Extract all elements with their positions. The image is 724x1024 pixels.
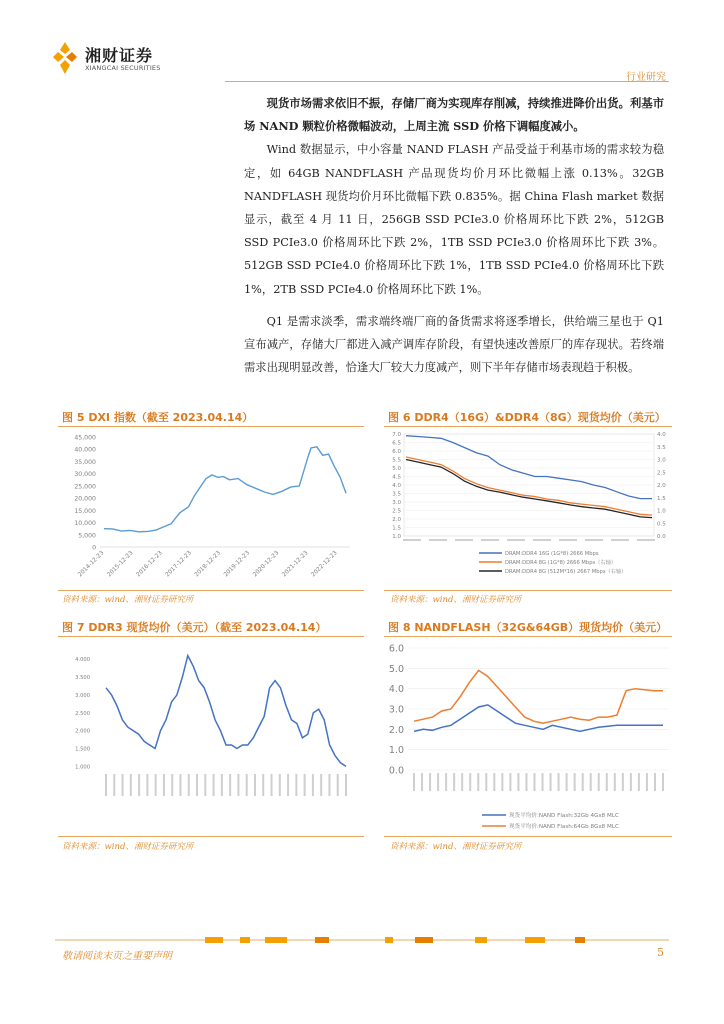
y-left-tick-label: 5.5 [392,457,401,464]
y-tick-label: 5,000 [78,532,96,540]
x-tick-mark [237,774,239,796]
x-tick-mark [501,773,503,791]
series-line-1 [414,670,663,723]
x-tick-mark [517,773,519,791]
x-tick-mark [509,773,511,791]
x-tick-mark [598,773,600,791]
header-divider [225,81,669,82]
x-tick-mark [662,773,664,791]
x-tick-mark [295,774,297,796]
fig7-title: 图 7 DDR3 现货均价（美元）（截至 2023.04.14） [62,621,327,634]
fig8-rule [384,636,672,637]
fig5-rule [58,426,364,427]
fig8-chart [384,640,672,833]
x-tick-mark [533,773,535,791]
y-tick-label: 4.0 [388,684,404,696]
x-tick-mark [163,774,165,796]
x-tick-mark [413,773,415,791]
y-tick-label: 20,000 [74,495,96,503]
fig5-bottom-rule [58,590,364,591]
y-right-tick-label: 2.0 [657,483,666,489]
x-tick-mark [130,774,132,796]
y-right-tick-label: 3.0 [657,457,666,464]
x-tick-label: 2022-12-23 [310,550,339,579]
x-tick-mark [614,773,616,791]
x-tick-mark [493,773,495,791]
x-tick-label: 2021-12-23 [281,550,310,579]
y-left-tick-label: 1.0 [392,534,401,540]
x-tick-mark [429,773,431,791]
x-tick-mark [507,539,525,541]
fig6-chart [384,429,672,587]
y-tick-label: 3.0 [388,704,404,716]
x-tick-mark [105,774,107,796]
y-right-tick-label: 0.0 [657,534,666,540]
y-left-tick-label: 3.5 [392,491,401,498]
x-tick-mark [138,774,140,796]
y-left-tick-label: 2.5 [392,508,401,515]
legend-label-1: 现货平均价:NAND Flash:64Gb 8Gx8 MLC [509,824,619,830]
x-tick-mark [646,773,648,791]
y-tick-label: 4.000 [75,657,90,664]
y-tick-label: 25,000 [74,483,96,491]
x-tick-mark [122,774,124,796]
x-tick-mark [155,774,157,796]
chart8-svg [384,640,672,833]
y-left-tick-label: 1.5 [392,525,401,532]
x-tick-mark [469,773,471,791]
x-tick-mark [171,774,173,796]
x-tick-mark [271,774,273,796]
y-left-tick-label: 7.0 [392,432,401,438]
x-tick-mark [455,539,473,541]
x-tick-mark [312,774,314,796]
brand-logo [50,40,190,80]
series-line-1 [406,457,652,515]
x-tick-mark [485,773,487,791]
fig5-source: 资料来源：wind、湘财证券研究所 [62,595,194,605]
chart6-svg [384,429,672,587]
y-right-tick-label: 0.5 [657,521,666,528]
fig5-chart [58,429,364,587]
y-tick-label: 1.000 [75,764,90,771]
paragraph-1: Wind 数据显示，中小容量 NAND FLASH 产品受益于利基市场的需求较为稳定，如 64GB NANDFLASH 产品现货均价月环比微幅上涨 0.13%。32GB NANDFLASH 现货均价月环比微幅下跌 0.835%。据 China Flash market 数据显示，截至 4 月 11 日，256GB SSD PCIe3.0 价格周环比下跌 2%，512GB SSD PCIe3.0 价格周环比下跌 2%，1TB SSD PCIe3.0 价格周环比下跌 3%。512GB SSD PCIe4.0 价格周环比下跌 1%，1TB SSD PCIe4.0 价格周环比下跌 1%，2TB SSD PCIe4.0 价格周环比下跌 1%。 [244,143,664,296]
y-tick-label: 2.0 [388,724,404,736]
fig7-source: 资料来源：wind、湘财证券研究所 [62,842,194,852]
fig6-rule [384,426,672,427]
legend-label-2: DRAM:DDR4 8G (512M*16) 2667 Mbps（右轴） [505,569,627,575]
y-right-tick-label: 1.5 [657,495,666,502]
bold-paragraph: 现货市场需求依旧不振，存储厂商为实现库存削减，持续推进降价出货。利基市场 NAND 颗粒价格微幅波动，上周主流 SSD 价格下调幅度减小。 [244,96,664,134]
y-tick-label: 1.0 [388,745,404,757]
y-tick-label: 2.000 [75,728,90,735]
x-tick-mark [445,773,447,791]
x-tick-mark [566,773,568,791]
x-tick-mark [477,773,479,791]
y-tick-label: 0.0 [388,765,404,777]
legend-label-0: 现货平均价:NAND Flash:32Gb 4Gx8 MLC [509,813,619,819]
series-line-0 [406,436,652,499]
footer-decorative-bar [55,937,669,943]
x-tick-mark [254,774,256,796]
fig5-title: 图 5 DXI 指数（截至 2023.04.14） [62,411,254,424]
x-tick-mark [262,774,264,796]
x-tick-mark [574,773,576,791]
x-tick-mark [320,774,322,796]
legend-label-1: DRAM:DDR4 8G (1G*8) 2666 Mbps（右轴） [505,560,616,566]
x-tick-label: 2016-12-23 [135,550,164,579]
x-tick-mark [558,773,560,791]
x-tick-mark [622,773,624,791]
x-tick-mark [188,774,190,796]
x-tick-mark [287,774,289,796]
x-tick-mark [229,774,231,796]
x-tick-mark [638,773,640,791]
fig8-source: 资料来源：wind、湘财证券研究所 [390,842,522,852]
y-right-tick-label: 4.0 [657,432,666,438]
body-text [244,92,664,379]
y-right-tick-label: 2.5 [657,470,666,477]
fig7-bottom-rule [58,836,364,837]
y-tick-label: 40,000 [74,446,96,454]
x-tick-mark [345,774,347,796]
ddr3-series-line [106,656,346,767]
y-tick-label: 3.000 [75,692,90,699]
x-tick-mark [204,774,206,796]
fig7-rule [58,636,364,637]
y-left-tick-label: 4.5 [392,474,401,481]
x-tick-mark [221,774,223,796]
y-tick-label: 6.0 [388,643,404,655]
x-tick-mark [304,774,306,796]
x-tick-mark [196,774,198,796]
legend-label-0: DRAM:DDR4 16G (1G*8) 2666 Mbps [505,551,599,557]
y-tick-label: 30,000 [74,471,96,479]
x-tick-mark [481,539,499,541]
x-tick-mark [328,774,330,796]
x-tick-label: 2014-12-23 [77,550,106,579]
y-tick-label: 35,000 [74,458,96,466]
y-tick-label: 2.500 [75,710,90,717]
x-tick-mark [421,773,423,791]
paragraph-2: Q1 是需求淡季，需求端终端厂商的备货需求将逐季增长，供给端三星也于 Q1 宣布减产，存储大厂都进入减产调库存阶段，有望快速改善原厂的库存现状。若终端需求出现明显改善，恰逢大厂较大力度减产，则下半年存储市场表现趋于积极。 [244,314,664,375]
x-tick-mark [606,773,608,791]
y-tick-label: 10,000 [74,520,96,528]
x-tick-mark [279,774,281,796]
fig8-bottom-rule [384,836,672,837]
x-tick-mark [550,773,552,791]
y-left-tick-label: 3.0 [392,500,401,506]
x-tick-mark [525,773,527,791]
x-tick-mark [582,773,584,791]
x-tick-mark [611,539,629,541]
x-tick-label: 2019-12-23 [223,550,252,579]
x-tick-mark [637,539,655,541]
x-tick-mark [403,539,421,541]
y-tick-label: 1.500 [75,746,90,753]
x-tick-mark [654,773,656,791]
x-tick-mark [461,773,463,791]
y-right-tick-label: 1.0 [657,508,666,515]
chart5-svg [58,429,364,587]
y-tick-label: 45,000 [74,434,96,442]
section-label: 行业研究 [626,72,666,83]
brand-name-cn: 湘财证券 [85,46,154,65]
x-tick-mark [213,774,215,796]
fig6-source: 资料来源：wind、湘财证券研究所 [390,595,522,605]
x-tick-label: 2015-12-23 [106,550,135,579]
y-right-tick-label: 3.5 [657,444,666,451]
x-tick-mark [337,774,339,796]
brand-name-en: XIANGCAI SECURITIES [85,64,161,72]
x-tick-mark [146,774,148,796]
x-tick-mark [453,773,455,791]
logo-mark-icon [50,40,80,76]
y-tick-label: 15,000 [74,507,96,515]
x-tick-mark [590,773,592,791]
x-tick-mark [559,539,577,541]
chart7-svg [58,640,364,833]
page-number: 5 [657,946,664,959]
y-tick-label: 3.500 [75,675,90,682]
x-tick-mark [542,773,544,791]
x-tick-mark [585,539,603,541]
fig8-title: 图 8 NANDFLASH（32G&64GB）现货均价（美元） [388,621,668,634]
y-left-tick-label: 4.0 [392,483,401,489]
y-left-tick-label: 2.0 [392,517,401,523]
x-tick-mark [429,539,447,541]
x-tick-mark [113,774,115,796]
y-tick-label: 0 [92,544,96,552]
y-tick-label: 5.0 [388,663,404,675]
x-tick-label: 2020-12-23 [252,550,281,579]
fig7-chart [58,640,364,833]
footer-disclaimer: 敬请阅读末页之重要声明 [62,951,172,962]
x-tick-mark [533,539,551,541]
dxi-series-line [104,447,346,532]
x-tick-label: 2018-12-23 [193,550,223,579]
x-tick-label: 2017-12-23 [164,550,193,579]
y-left-tick-label: 5.0 [392,466,401,472]
x-tick-mark [246,774,248,796]
y-left-tick-label: 6.5 [392,440,401,447]
fig6-bottom-rule [384,590,672,591]
x-tick-mark [437,773,439,791]
fig6-title: 图 6 DDR4（16G）&DDR4（8G）现货均价（美元） [388,411,666,424]
y-left-tick-label: 6.0 [392,449,401,455]
x-tick-mark [179,774,181,796]
x-tick-mark [630,773,632,791]
